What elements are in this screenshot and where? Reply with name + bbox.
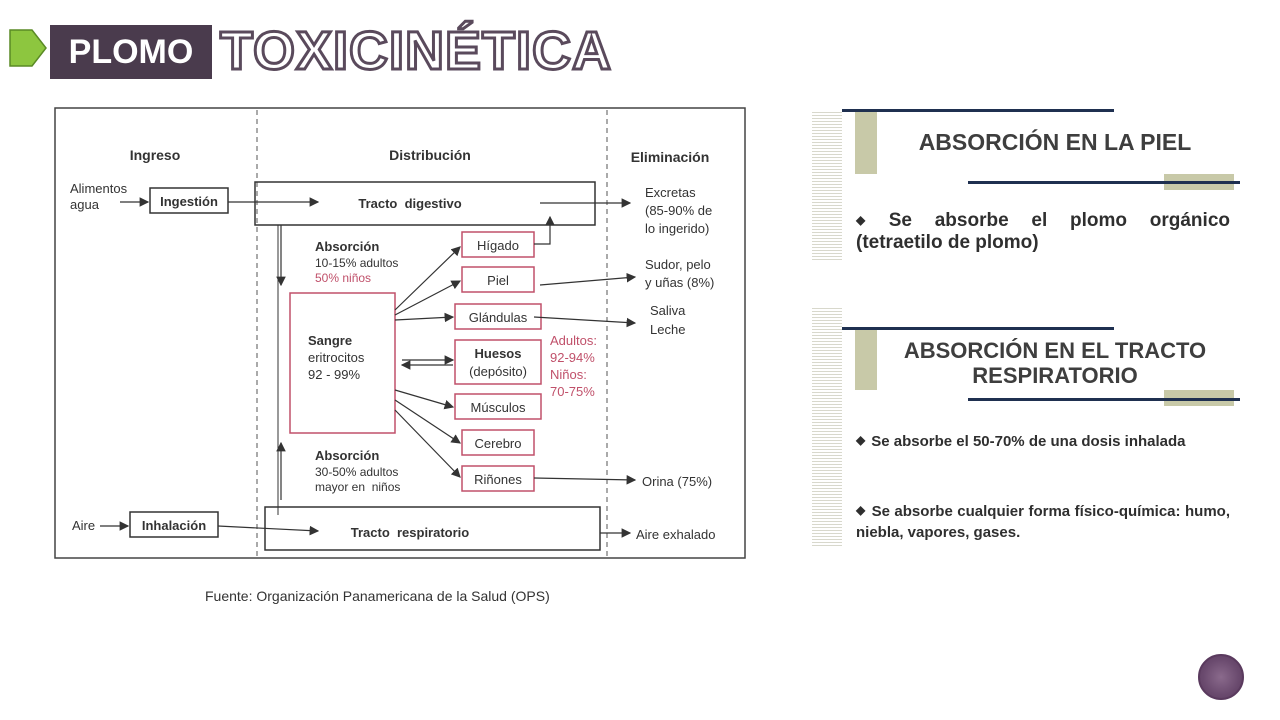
input-water: agua (70, 197, 99, 212)
elim-sweat-1: Sudor, pelo (645, 257, 711, 272)
organ-glands (455, 304, 541, 329)
diagram-source: Fuente: Organización Panamericana de la Salud (OPS) (205, 588, 550, 604)
skin-section-title: ABSORCIÓN EN LA PIEL (918, 129, 1192, 155)
arrow-icon (8, 28, 48, 68)
elim-milk: Leche (650, 322, 686, 337)
input-food: Alimentos (70, 181, 128, 196)
organ-kidneys (462, 466, 534, 491)
absorption-bottom-title: Absorción (315, 448, 380, 463)
absorption-top-adults: 10-15% adultos (315, 256, 399, 270)
organ-skin (462, 267, 534, 292)
absorption-bottom-line1: 30-50% adultos (315, 465, 399, 479)
stripe-decoration (812, 308, 842, 548)
elim-excreta-1: Excretas (645, 185, 696, 200)
column-distribucion: Distribución (389, 147, 471, 163)
svg-text:Huesos: Huesos (474, 346, 522, 361)
bone-deposit-adults-label: Adultos: (550, 333, 597, 348)
absorption-top-children: 50% niños (315, 271, 372, 285)
resp-bullet-1: ◆ Se absorbe el 50-70% de una dosis inhalada (856, 433, 1186, 450)
navy-rule (842, 327, 1114, 330)
column-ingreso: Ingreso (129, 147, 181, 163)
bone-deposit-children-label: Niños: (550, 367, 587, 382)
absorption-top-title: Absorción (315, 239, 380, 254)
skin-bullet: ◆ Se absorbe el plomo orgánico (tetraetilo de plomo) (856, 210, 1230, 253)
resp-bullet-2: ◆ Se absorbe cualquier forma físico-química: humo, niebla, vapores, gases. (856, 503, 1230, 541)
resp-section-title (880, 338, 1230, 388)
resp-title-line2: RESPIRATORIO (972, 363, 1138, 388)
organ-muscles (455, 394, 541, 419)
svg-text:Cerebro: Cerebro (474, 436, 522, 451)
navy-rule (968, 398, 1240, 401)
column-eliminacion: Eliminación (630, 149, 710, 165)
svg-text:Músculos: Músculos (470, 400, 526, 415)
absorption-bottom-line2: mayor en niños (315, 480, 401, 494)
olive-bar (855, 330, 877, 390)
olive-bar (855, 112, 877, 174)
resp-title-line1: ABSORCIÓN EN EL TRACTO (903, 338, 1207, 363)
organ-bones (455, 340, 541, 384)
navy-rule (842, 109, 1114, 112)
svg-text:Hígado: Hígado (477, 238, 519, 253)
svg-text:Glándulas: Glándulas (468, 310, 528, 325)
elim-urine: Orina (75%) (642, 474, 713, 489)
navy-rule (968, 181, 1240, 184)
blood-title: Sangre (308, 333, 353, 348)
slide-badge-icon (1198, 654, 1244, 700)
elim-saliva: Saliva (650, 303, 686, 318)
elim-excreta-2: (85-90% de (645, 203, 713, 218)
bone-deposit-adults-value: 92-94% (550, 350, 595, 365)
blood-erythrocytes: eritrocitos (308, 350, 365, 365)
organ-liver (462, 232, 534, 257)
organ-brain (462, 430, 534, 455)
bone-deposit-children-value: 70-75% (550, 384, 595, 399)
svg-text:Piel: Piel (487, 273, 509, 288)
svg-text:(depósito): (depósito) (469, 364, 527, 379)
inhalation-label: Inhalación (141, 518, 207, 533)
blood-percent: 92 - 99% (308, 367, 361, 382)
page-title: TOXICINÉTICA (220, 21, 613, 81)
stripe-decoration (812, 112, 842, 262)
ingestion-label: Ingestión (160, 194, 218, 209)
digestive-tract-label: Tracto digestivo (358, 196, 462, 211)
input-air: Aire (72, 518, 96, 533)
topic-tag: PLOMO (50, 25, 212, 79)
elim-exhaled: Aire exhalado (636, 527, 716, 542)
toxicokinetics-diagram (50, 105, 750, 615)
elim-excreta-3: lo ingerido) (645, 221, 710, 236)
respiratory-tract-label: Tracto respiratorio (350, 525, 470, 540)
elim-sweat-2: y uñas (8%) (645, 275, 715, 290)
svg-text:Riñones: Riñones (474, 472, 522, 487)
